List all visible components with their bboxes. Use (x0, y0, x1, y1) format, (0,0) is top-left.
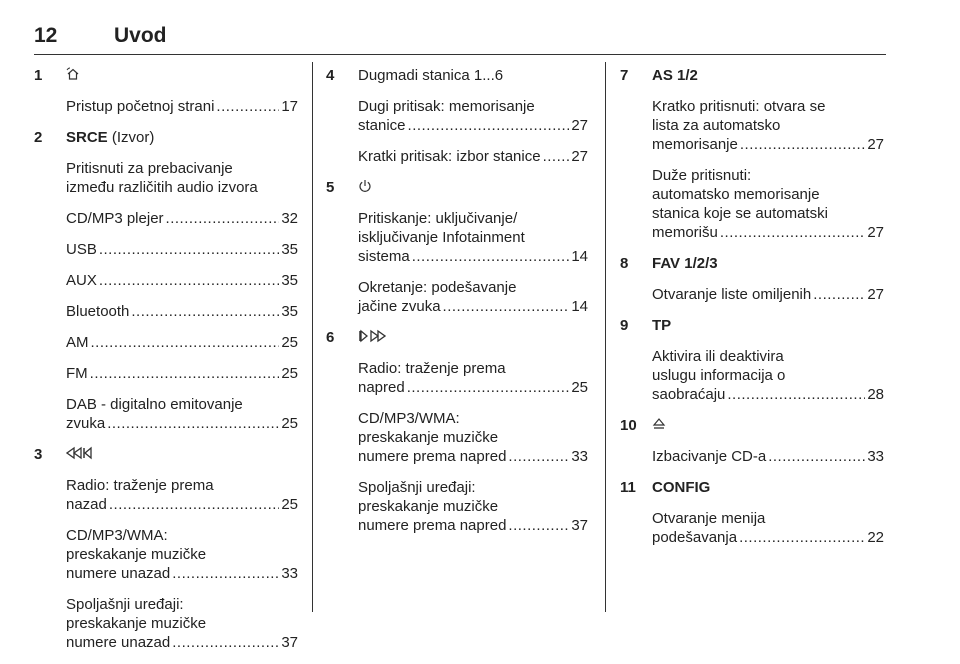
page-reference: 25 (281, 496, 298, 513)
page-reference: 35 (281, 303, 298, 320)
dot-leader (131, 302, 279, 321)
column-divider (312, 62, 313, 612)
dot-leader (166, 209, 280, 228)
description-last-line (66, 178, 298, 197)
dot-leader (443, 297, 570, 316)
page-reference: 35 (281, 272, 298, 289)
description-text: FM (66, 365, 88, 382)
description-text: CD/MP3 plejer (66, 210, 164, 227)
description-line: Radio: traženje prema (358, 360, 506, 377)
description-line: uslugu informacija o (652, 367, 786, 384)
description-last-line (66, 271, 298, 290)
description-entry (66, 364, 298, 383)
item-number: 9 (620, 317, 629, 334)
description-last-line (652, 135, 884, 154)
home-icon (66, 67, 80, 86)
description-last-line (66, 564, 298, 583)
dot-leader (740, 135, 865, 154)
item-title (66, 128, 154, 147)
item-number: 1 (34, 67, 43, 84)
item-title-bold: SRCE (66, 129, 108, 146)
description-entry (358, 97, 588, 135)
page-reference: 22 (867, 529, 884, 546)
dot-leader (408, 116, 570, 135)
item-heading (326, 66, 588, 85)
description-last-line (66, 302, 298, 321)
description-line: Spoljašnji uređaji: (66, 596, 184, 613)
description-last-line (66, 240, 298, 259)
description-entry (66, 209, 298, 228)
description-entry (358, 147, 588, 166)
power-icon (358, 179, 372, 198)
description-line: CD/MP3/WMA: (358, 410, 460, 427)
description-line: DAB - digitalno emitovanje (66, 396, 243, 413)
description-entry (652, 166, 884, 242)
page-header (34, 24, 886, 55)
item-number: 6 (326, 329, 335, 346)
description-last-line (358, 378, 588, 397)
description-entry (358, 359, 588, 397)
dot-leader (99, 271, 279, 290)
skip-forward-icon (358, 329, 386, 348)
item-title (652, 66, 698, 85)
page-reference: 37 (281, 634, 298, 651)
description-entry (358, 209, 588, 266)
item-title-note: (Izvor) (111, 129, 155, 146)
description-text: Otvaranje liste omiljenih (652, 286, 812, 303)
page-reference: 25 (281, 334, 298, 351)
item-number: 4 (326, 67, 335, 84)
item-title (358, 328, 386, 348)
item-number: 2 (34, 129, 43, 146)
page-reference: 17 (281, 98, 298, 115)
description-last-line (358, 116, 588, 135)
item-number: 7 (620, 67, 629, 84)
description-entry (66, 595, 298, 652)
description-text: numere prema napred (358, 448, 507, 465)
description-last-line (358, 447, 588, 466)
description-entry (66, 240, 298, 259)
page-reference: 27 (867, 224, 884, 241)
page-reference: 27 (571, 148, 588, 165)
description-entry (358, 478, 588, 535)
description-entry (358, 409, 588, 466)
item-number: 8 (620, 255, 629, 272)
description-entry (652, 285, 884, 304)
column-1 (34, 66, 298, 664)
description-line: preskakanje muzičke (66, 615, 207, 632)
item-heading (620, 316, 884, 335)
description-last-line (358, 247, 588, 266)
description-line: Pritisnuti za prebacivanje (66, 160, 233, 177)
description-text: napred (358, 379, 405, 396)
description-entry (652, 509, 884, 547)
description-line: stanica koje se automatski (652, 205, 828, 222)
description-text: numere unazad (66, 634, 171, 651)
eject-icon (652, 417, 666, 436)
description-text: saobraćaju (652, 386, 726, 403)
item-number: 10 (620, 417, 637, 434)
item-heading (620, 416, 884, 435)
item-heading (34, 445, 298, 464)
description-last-line (652, 223, 884, 242)
description-entry (652, 447, 884, 466)
item-heading (326, 328, 588, 347)
description-last-line (66, 364, 298, 383)
dot-leader (91, 333, 280, 352)
description-text: numere prema napred (358, 517, 507, 534)
item-title-bold: AS 1/2 (652, 67, 698, 84)
dot-leader (813, 285, 865, 304)
description-line: preskakanje muzičke (66, 546, 207, 563)
item-title (652, 316, 671, 335)
description-entry (66, 302, 298, 321)
description-line: Duže pritisnuti: (652, 167, 752, 184)
dot-leader (216, 97, 279, 116)
page-reference: 25 (281, 415, 298, 432)
page-reference: 27 (867, 286, 884, 303)
description-entry (358, 278, 588, 316)
description-text: memorišu (652, 224, 718, 241)
dot-leader (90, 364, 280, 383)
item-number: 11 (620, 479, 636, 496)
description-last-line (358, 147, 588, 166)
description-last-line (66, 495, 298, 514)
description-line: Pritiskanje: uključivanje/ (358, 210, 518, 227)
description-last-line (66, 633, 298, 652)
description-text: memorisanje (652, 136, 738, 153)
dot-leader (99, 240, 279, 259)
column-3 (620, 66, 884, 559)
description-line: Aktivira ili deaktivira (652, 348, 784, 365)
description-entry (652, 97, 884, 154)
description-entry (66, 395, 298, 433)
item-title (652, 416, 666, 436)
page-reference: 27 (571, 117, 588, 134)
dot-leader (172, 633, 279, 652)
description-last-line (358, 297, 588, 316)
description-text: nazad (66, 496, 107, 513)
page-reference: 25 (571, 379, 588, 396)
description-last-line (358, 516, 588, 535)
dot-leader (543, 147, 570, 166)
item-number: 5 (326, 179, 335, 196)
description-entry (66, 476, 298, 514)
description-text: podešavanja (652, 529, 738, 546)
description-line: Otvaranje menija (652, 510, 766, 527)
description-entry (66, 97, 298, 116)
item-heading (620, 254, 884, 273)
item-heading (326, 178, 588, 197)
description-text: Kratki pritisak: izbor stanice (358, 148, 541, 165)
description-text: AM (66, 334, 89, 351)
item-heading (620, 478, 884, 497)
description-text: sistema (358, 248, 410, 265)
item-title (652, 254, 718, 273)
description-text: USB (66, 241, 97, 258)
page-reference: 27 (867, 136, 884, 153)
item-number: 3 (34, 446, 43, 463)
column-2 (326, 66, 588, 547)
description-text: zvuka (66, 415, 106, 432)
description-line: Okretanje: podešavanje (358, 279, 517, 296)
dot-leader (407, 378, 570, 397)
description-line: Spoljašnji uređaji: (358, 479, 476, 496)
dot-leader (727, 385, 865, 404)
page-reference: 35 (281, 241, 298, 258)
description-entry (66, 526, 298, 583)
description-last-line (66, 414, 298, 433)
description-text: između različitih audio izvora (66, 179, 258, 196)
dot-leader (107, 414, 279, 433)
page-reference: 14 (571, 298, 588, 315)
item-title-bold: TP (652, 317, 672, 334)
page-reference: 33 (571, 448, 588, 465)
description-text: Izbacivanje CD-a (652, 448, 767, 465)
dot-leader (768, 447, 865, 466)
item-heading (34, 66, 298, 85)
description-last-line (652, 447, 884, 466)
description-last-line (66, 97, 298, 116)
description-last-line (652, 285, 884, 304)
description-line: preskakanje muzičke (358, 429, 499, 446)
description-text: numere unazad (66, 565, 171, 582)
item-title (66, 66, 80, 86)
description-line: Kratko pritisnuti: otvara se (652, 98, 826, 115)
page-reference: 32 (281, 210, 298, 227)
item-title-bold: CONFIG (652, 479, 711, 496)
page-number: 12 (34, 24, 58, 47)
dot-leader (720, 223, 865, 242)
description-text: Pristup početnoj strani (66, 98, 215, 115)
dot-leader (412, 247, 570, 266)
description-line: automatsko memorisanje (652, 186, 820, 203)
description-last-line (66, 209, 298, 228)
dot-leader (508, 516, 569, 535)
item-title-note: Dugmadi stanica 1...6 (358, 67, 504, 84)
description-last-line (66, 333, 298, 352)
dot-leader (172, 564, 279, 583)
page-title: Uvod (114, 24, 167, 47)
description-entry (66, 159, 298, 197)
description-text: AUX (66, 272, 97, 289)
page-reference: 33 (281, 565, 298, 582)
description-entry (66, 333, 298, 352)
description-line: isključivanje Infotainment (358, 229, 525, 246)
description-line: Radio: traženje prema (66, 477, 214, 494)
item-heading (620, 66, 884, 85)
page-reference: 37 (571, 517, 588, 534)
page-reference: 28 (867, 386, 884, 403)
column-divider (605, 62, 606, 612)
page-reference: 25 (281, 365, 298, 382)
item-title (652, 478, 710, 497)
description-last-line (652, 385, 884, 404)
item-heading (34, 128, 298, 147)
description-text: Bluetooth (66, 303, 130, 320)
page-reference: 14 (571, 248, 588, 265)
item-title (358, 66, 503, 85)
item-title-bold: FAV 1/2/3 (652, 255, 718, 272)
description-line: preskakanje muzičke (358, 498, 499, 515)
item-title (66, 445, 94, 465)
description-line: CD/MP3/WMA: (66, 527, 168, 544)
description-entry (652, 347, 884, 404)
dot-leader (109, 495, 279, 514)
skip-back-icon (66, 446, 94, 465)
description-text: jačine zvuka (358, 298, 441, 315)
description-line: lista za automatsko (652, 117, 781, 134)
item-title (358, 178, 372, 198)
description-line: Dugi pritisak: memorisanje (358, 98, 535, 115)
page-reference: 33 (867, 448, 884, 465)
dot-leader (508, 447, 569, 466)
description-text: stanice (358, 117, 406, 134)
description-last-line (652, 528, 884, 547)
dot-leader (739, 528, 865, 547)
description-entry (66, 271, 298, 290)
